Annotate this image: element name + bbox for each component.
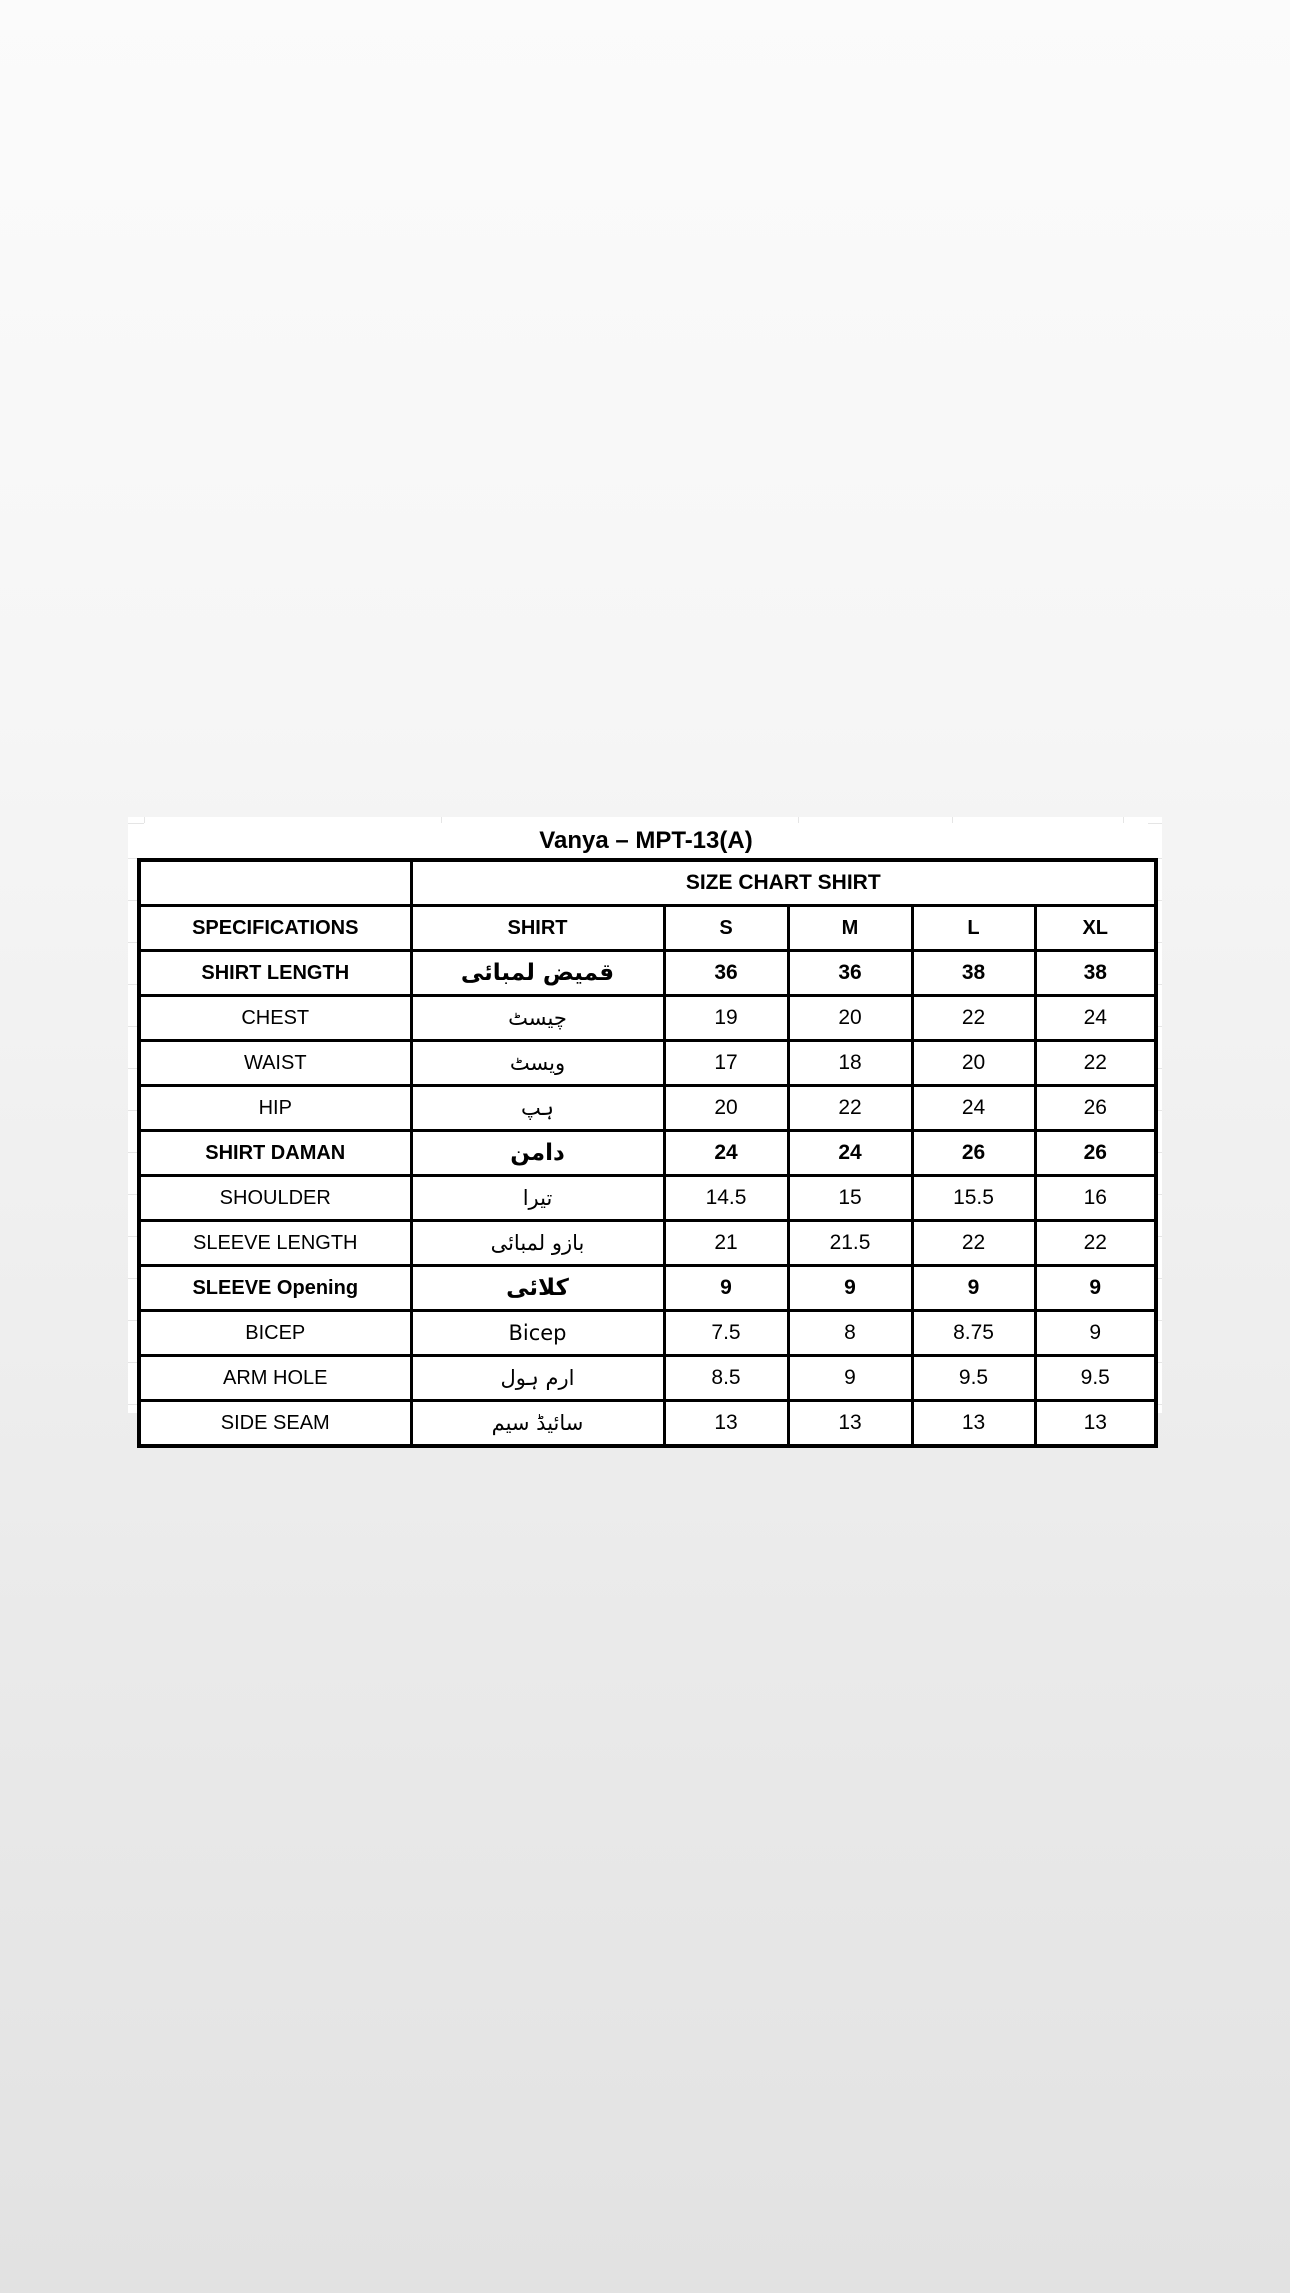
urdu-label-cell: ارم ہول	[411, 1356, 664, 1401]
size-chart-table	[137, 858, 1158, 1448]
column-header-shirt: SHIRT	[411, 906, 664, 951]
urdu-label-cell: دامن	[411, 1131, 664, 1176]
size-value-cell: 18	[788, 1041, 912, 1086]
size-value-cell: 24	[912, 1086, 1035, 1131]
spec-cell: ARM HOLE	[139, 1356, 411, 1401]
size-value-cell: 36	[664, 951, 788, 996]
table-row	[139, 1086, 1156, 1131]
spec-cell: BICEP	[139, 1311, 411, 1356]
spec-cell: SHOULDER	[139, 1176, 411, 1221]
size-value-cell: 26	[912, 1131, 1035, 1176]
size-value-cell: 20	[912, 1041, 1035, 1086]
table-row	[139, 1266, 1156, 1311]
spec-cell: SHIRT LENGTH	[139, 951, 411, 996]
size-value-cell: 19	[664, 996, 788, 1041]
table-row	[139, 1356, 1156, 1401]
urdu-label-cell: ویسٹ	[411, 1041, 664, 1086]
size-value-cell: 24	[788, 1131, 912, 1176]
size-value-cell: 13	[1035, 1401, 1156, 1447]
spec-cell: HIP	[139, 1086, 411, 1131]
spreadsheet-area	[128, 817, 1162, 1435]
size-value-cell: 14.5	[664, 1176, 788, 1221]
urdu-label-cell: قمیض لمبائی	[411, 951, 664, 996]
size-value-cell: 9	[1035, 1311, 1156, 1356]
urdu-label-cell: تیرا	[411, 1176, 664, 1221]
size-value-cell: 20	[788, 996, 912, 1041]
corner-empty-cell	[139, 860, 411, 906]
size-value-cell: 8.75	[912, 1311, 1035, 1356]
table-row	[139, 1176, 1156, 1221]
size-table-body	[139, 951, 1156, 1447]
size-value-cell: 17	[664, 1041, 788, 1086]
column-header-specifications: SPECIFICATIONS	[139, 906, 411, 951]
size-value-cell: 22	[912, 996, 1035, 1041]
spec-cell: SLEEVE LENGTH	[139, 1221, 411, 1266]
size-value-cell: 8	[788, 1311, 912, 1356]
column-header-row	[139, 906, 1156, 951]
size-value-cell: 26	[1035, 1086, 1156, 1131]
size-value-cell: 21.5	[788, 1221, 912, 1266]
urdu-label-cell: سائیڈ سیم	[411, 1401, 664, 1447]
size-value-cell: 21	[664, 1221, 788, 1266]
urdu-label-cell: کلائی	[411, 1266, 664, 1311]
chart-title: Vanya – MPT-13(A)	[144, 823, 1148, 858]
size-value-cell: 22	[1035, 1221, 1156, 1266]
table-row	[139, 1311, 1156, 1356]
size-value-cell: 7.5	[664, 1311, 788, 1356]
table-row	[139, 1131, 1156, 1176]
size-value-cell: 13	[912, 1401, 1035, 1447]
urdu-label-cell: ہپ	[411, 1086, 664, 1131]
spec-cell: SLEEVE Opening	[139, 1266, 411, 1311]
size-value-cell: 26	[1035, 1131, 1156, 1176]
urdu-label-cell: بازو لمبائی	[411, 1221, 664, 1266]
size-value-cell: 9	[912, 1266, 1035, 1311]
table-row	[139, 951, 1156, 996]
spec-cell: CHEST	[139, 996, 411, 1041]
spec-cell: WAIST	[139, 1041, 411, 1086]
size-value-cell: 22	[1035, 1041, 1156, 1086]
urdu-label-cell: چیسٹ	[411, 996, 664, 1041]
size-value-cell: 9	[788, 1356, 912, 1401]
table-row	[139, 1221, 1156, 1266]
table-row	[139, 996, 1156, 1041]
size-value-cell: 38	[912, 951, 1035, 996]
urdu-label-cell: Bicep	[411, 1311, 664, 1356]
size-value-cell: 13	[788, 1401, 912, 1447]
size-value-cell: 15.5	[912, 1176, 1035, 1221]
size-value-cell: 20	[664, 1086, 788, 1131]
size-value-cell: 38	[1035, 951, 1156, 996]
size-value-cell: 13	[664, 1401, 788, 1447]
column-header-m: M	[788, 906, 912, 951]
size-value-cell: 24	[1035, 996, 1156, 1041]
column-header-s: S	[664, 906, 788, 951]
size-value-cell: 22	[912, 1221, 1035, 1266]
size-value-cell: 24	[664, 1131, 788, 1176]
size-value-cell: 9.5	[912, 1356, 1035, 1401]
size-value-cell: 36	[788, 951, 912, 996]
size-value-cell: 9	[664, 1266, 788, 1311]
size-value-cell: 9	[788, 1266, 912, 1311]
size-value-cell: 15	[788, 1176, 912, 1221]
size-value-cell: 22	[788, 1086, 912, 1131]
size-value-cell: 16	[1035, 1176, 1156, 1221]
column-header-xl: XL	[1035, 906, 1156, 951]
size-value-cell: 8.5	[664, 1356, 788, 1401]
table-row	[139, 1041, 1156, 1086]
merged-header-row	[139, 860, 1156, 906]
spec-cell: SHIRT DAMAN	[139, 1131, 411, 1176]
table-row	[139, 1401, 1156, 1447]
column-header-l: L	[912, 906, 1035, 951]
size-value-cell: 9	[1035, 1266, 1156, 1311]
spec-cell: SIDE SEAM	[139, 1401, 411, 1447]
size-value-cell: 9.5	[1035, 1356, 1156, 1401]
size-chart-shirt-header: SIZE CHART SHIRT	[411, 860, 1156, 906]
